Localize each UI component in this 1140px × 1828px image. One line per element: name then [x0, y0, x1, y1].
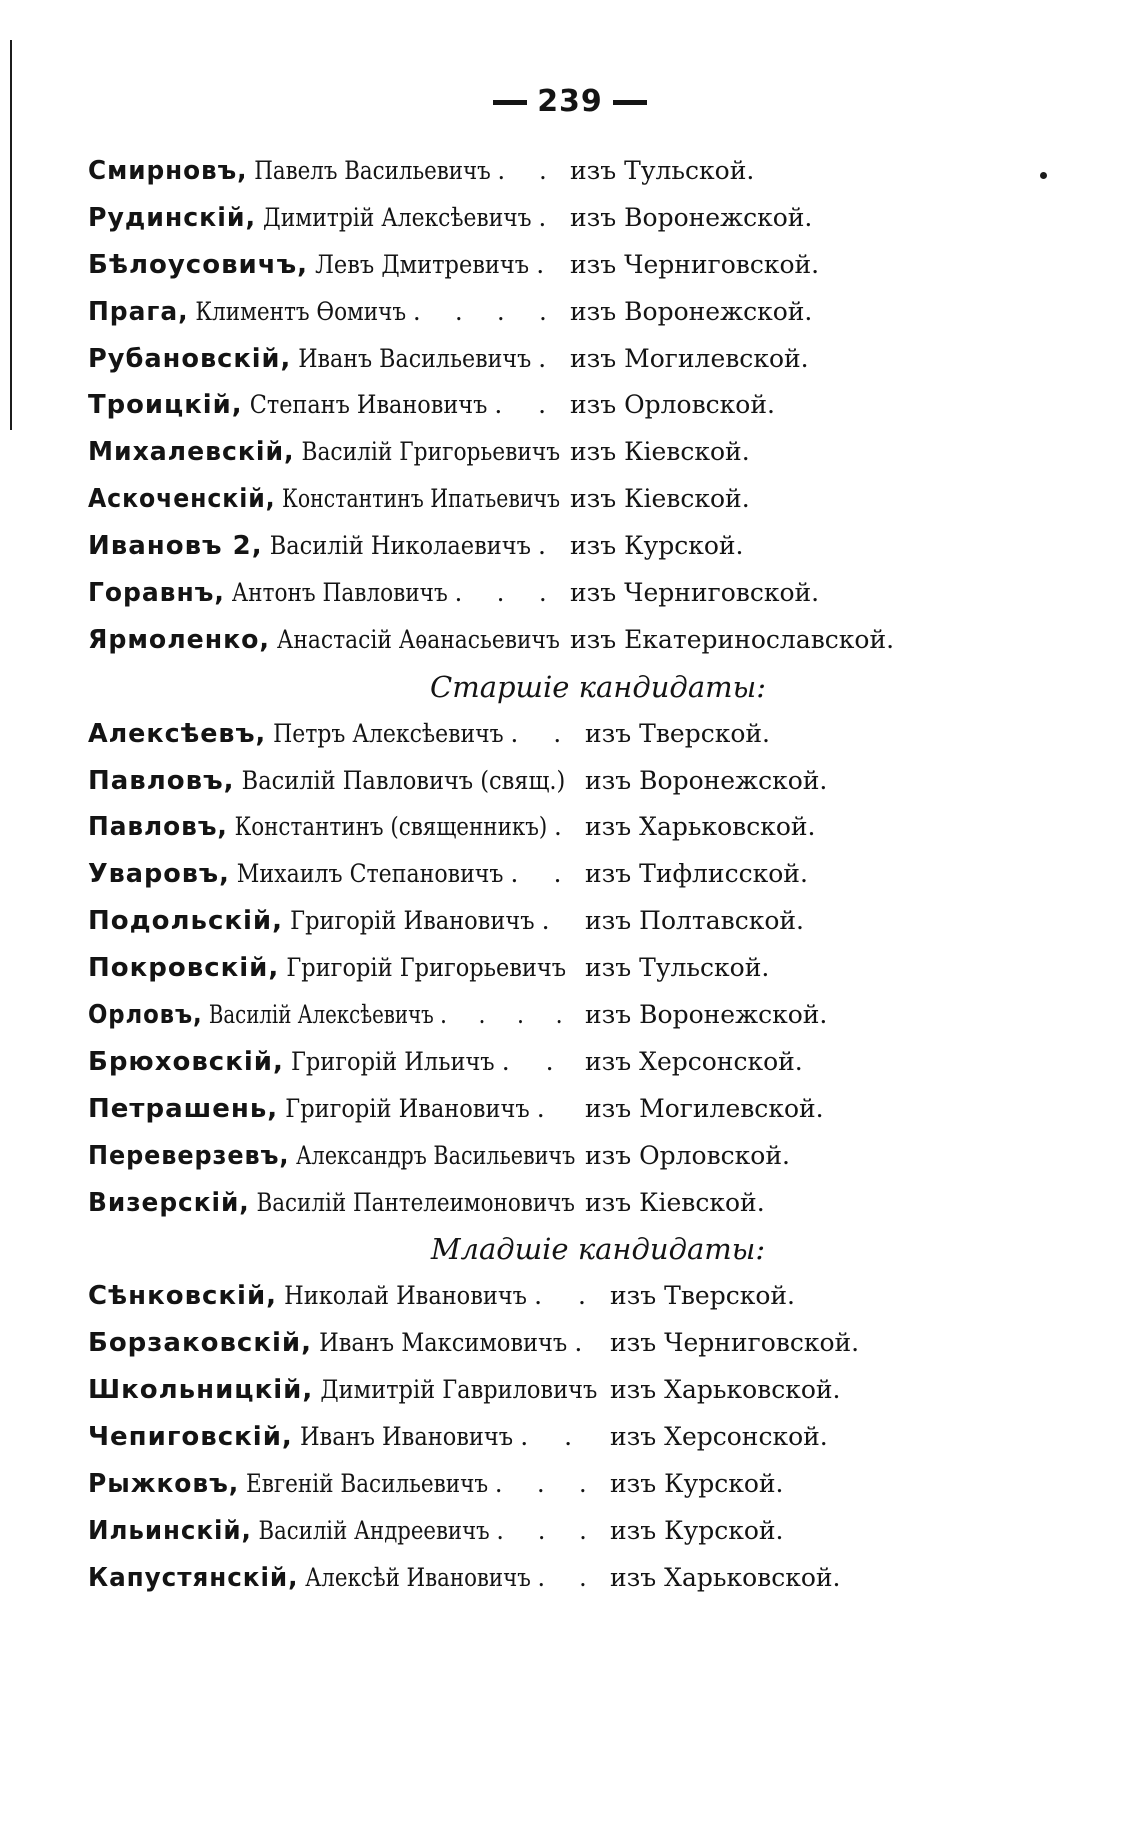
page-number: 239 — [537, 84, 603, 119]
list-item — [88, 523, 1048, 570]
surname: Капустянскій, — [88, 1562, 299, 1593]
print-speck — [1040, 172, 1047, 179]
origin-diocese: изъ Черниговской. — [570, 578, 820, 608]
list-item — [88, 992, 1048, 1039]
section-title: Старшіе кандидаты: — [430, 669, 766, 704]
surname: Рыжковъ, — [88, 1468, 240, 1499]
list-item — [88, 195, 1048, 242]
surname: Ильинскій, — [88, 1515, 252, 1546]
list-item — [88, 851, 1048, 898]
person-name — [88, 1508, 600, 1555]
surname: Смирновъ, — [88, 156, 248, 186]
origin-diocese: изъ Черниговской. — [570, 249, 820, 279]
list-item — [88, 1320, 1048, 1367]
surname: Покровскій, — [88, 953, 280, 984]
person-name — [88, 898, 564, 945]
list-item — [88, 1133, 1048, 1180]
leader-dots: . — [554, 812, 576, 842]
list-item — [88, 898, 1048, 945]
person-name — [88, 289, 560, 336]
given-name: Михаилъ Степановичъ — [229, 859, 511, 889]
list-item — [88, 289, 1048, 336]
origin-diocese: изъ Тульской. — [585, 953, 770, 983]
given-name: Константинъ Ипатьевичъ — [275, 484, 560, 514]
origin-diocese: изъ Курской. — [610, 1515, 784, 1545]
person-name — [88, 1367, 597, 1414]
surname: Горавнъ, — [88, 578, 225, 609]
person-name — [88, 1039, 568, 1086]
person-name — [88, 1086, 559, 1133]
origin-diocese: изъ Воронежской. — [570, 202, 813, 232]
list-item — [88, 758, 1048, 805]
person-name — [88, 382, 560, 429]
origin-diocese: изъ Воронежской. — [570, 296, 813, 326]
origin-diocese: изъ Воронежской. — [585, 1000, 828, 1030]
surname: Прага, — [88, 296, 189, 327]
surname: Бѣлоусовичъ, — [88, 249, 309, 280]
surname: Михалевскій, — [88, 437, 295, 468]
person-name — [88, 617, 560, 664]
list-item — [88, 617, 1048, 664]
surname: Сѣнковскій, — [88, 1281, 278, 1312]
surname: Чепиговскій, — [88, 1422, 293, 1453]
given-name: Григорій Ильичъ — [283, 1046, 502, 1076]
given-name: Алексѣй Ивановичъ — [298, 1562, 538, 1592]
name-list — [88, 148, 1048, 1602]
given-name: Александръ Васильевичъ — [289, 1140, 576, 1170]
origin-diocese: изъ Екатеринославской. — [570, 624, 895, 654]
leader-dots: . — [538, 202, 560, 232]
origin-diocese: изъ Воронежской. — [585, 765, 828, 795]
left-dash — [493, 100, 527, 105]
given-name: Николай Ивановичъ — [277, 1281, 535, 1311]
surname: Подольскій, — [88, 906, 284, 937]
list-item — [88, 1508, 1048, 1555]
person-name — [88, 851, 575, 898]
origin-diocese: изъ Орловской. — [570, 390, 775, 420]
surname: Визерскій, — [88, 1187, 250, 1218]
list-item — [88, 711, 1048, 758]
origin-diocese: изъ Могилевской. — [570, 343, 809, 373]
person-name — [88, 992, 575, 1039]
person-name — [88, 804, 575, 851]
list-item — [88, 1555, 1048, 1602]
origin-diocese: изъ Тверской. — [585, 718, 770, 748]
origin-diocese: изъ Тульской. — [570, 156, 755, 185]
given-name: Василій Григорьевичъ — [294, 437, 561, 467]
leader-dots: . . — [494, 390, 560, 420]
given-name: Петръ Алексѣевичъ — [266, 718, 511, 748]
origin-diocese: изъ Херсонской. — [585, 1046, 803, 1076]
person-name — [88, 1133, 575, 1180]
list-item — [88, 429, 1048, 476]
person-name — [88, 476, 560, 523]
person-name — [88, 429, 560, 476]
list-item — [88, 1414, 1048, 1461]
leader-dots: . . . — [454, 578, 561, 608]
given-name: Антонъ Павловичъ — [224, 578, 455, 608]
origin-diocese: изъ Кіевской. — [585, 1187, 765, 1217]
person-name — [88, 758, 565, 805]
surname: Ярмоленко, — [88, 624, 270, 655]
leader-dots: . . — [501, 1046, 568, 1076]
origin-diocese: изъ Херсонской. — [610, 1422, 828, 1452]
person-name — [88, 711, 575, 758]
surname: Ивановъ 2, — [88, 531, 263, 562]
person-name — [88, 570, 560, 617]
given-name: Евгеній Васильевичъ — [239, 1468, 495, 1498]
surname: Петрашень, — [88, 1093, 279, 1124]
origin-diocese: изъ Курской. — [570, 531, 744, 561]
given-name: Димитрій Алексѣевичъ — [256, 202, 539, 232]
list-item — [88, 1039, 1048, 1086]
page-number-header — [0, 84, 1140, 119]
list-item — [88, 382, 1048, 429]
list-item — [88, 1367, 1048, 1414]
list-item — [88, 1461, 1048, 1508]
leader-dots: . — [574, 1328, 597, 1358]
surname: Павловъ, — [88, 765, 235, 796]
given-name: Степанъ Ивановичъ — [242, 390, 495, 420]
given-name: Василій Алексѣевичъ — [202, 1000, 440, 1030]
origin-diocese: изъ Кіевской. — [570, 484, 750, 514]
given-name: Григорій Григорьевичъ — [279, 953, 567, 983]
given-name: Павелъ Васильевичъ — [247, 156, 498, 185]
surname: Рудинскій, — [88, 202, 257, 233]
right-dash — [613, 100, 647, 105]
person-name — [88, 1461, 600, 1508]
leader-dots: . . — [537, 1562, 600, 1592]
list-item — [88, 476, 1048, 523]
surname: Алексѣевъ, — [88, 718, 267, 749]
given-name: Левъ Дмитревичъ — [308, 249, 537, 279]
surname: Аскоченскій, — [88, 484, 276, 515]
origin-diocese: изъ Харьковской. — [585, 812, 816, 842]
surname: Троицкій, — [88, 390, 243, 421]
surname: Школьницкій, — [88, 1375, 314, 1406]
list-item — [88, 1273, 1048, 1320]
given-name: Климентъ Ѳомичъ — [188, 296, 413, 326]
person-name — [88, 242, 558, 289]
leader-dots: . — [541, 906, 564, 936]
origin-diocese: изъ Черниговской. — [610, 1328, 860, 1358]
given-name: Иванъ Васильевичъ — [291, 343, 539, 373]
given-name: Василій Павловичъ (свящ.) — [234, 765, 566, 795]
origin-diocese: изъ Тифлисской. — [585, 859, 808, 889]
leader-dots: . . — [510, 859, 576, 889]
given-name: Константинъ (священникъ) — [227, 812, 555, 842]
section-title: Младшіе кандидаты: — [430, 1232, 766, 1267]
person-name — [88, 148, 560, 195]
given-name: Василій Пантелеимоновичъ — [249, 1187, 575, 1217]
given-name: Иванъ Максимовичъ — [311, 1328, 575, 1358]
leader-dots: . . . — [496, 1515, 600, 1545]
surname: Борзаковскій, — [88, 1328, 312, 1359]
given-name: Григорій Ивановичъ — [278, 1093, 537, 1123]
leader-dots: . — [538, 343, 560, 373]
list-item — [88, 804, 1048, 851]
list-item — [88, 242, 1048, 289]
list-item — [88, 336, 1048, 383]
person-name — [88, 1555, 600, 1602]
leader-dots: . . — [534, 1281, 600, 1311]
list-item — [88, 570, 1048, 617]
person-name — [88, 195, 560, 242]
person-name — [88, 1273, 600, 1320]
leader-dots: . — [536, 249, 559, 279]
surname: Орловъ, — [88, 1000, 203, 1031]
leader-dots: . . . — [494, 1468, 601, 1498]
person-name — [88, 1180, 575, 1227]
leader-dots: . — [538, 531, 560, 561]
given-name: Василій Андреевичъ — [251, 1515, 497, 1545]
origin-diocese: изъ Полтавской. — [585, 906, 804, 936]
leader-dots: . . . . — [439, 1000, 575, 1030]
leader-dots: . . — [520, 1422, 587, 1452]
origin-diocese: изъ Могилевской. — [585, 1093, 824, 1123]
origin-diocese: изъ Орловской. — [585, 1140, 790, 1170]
leader-dots: . . — [497, 156, 561, 185]
list-item — [88, 945, 1048, 992]
surname: Павловъ, — [88, 812, 228, 843]
list-item — [88, 148, 1048, 195]
origin-diocese: изъ Харьковской. — [610, 1562, 841, 1592]
given-name: Иванъ Ивановичъ — [292, 1422, 521, 1452]
surname: Переверзевъ, — [88, 1140, 290, 1171]
given-name: Анастасій Аѳанасьевичъ — [269, 624, 560, 654]
person-name — [88, 945, 566, 992]
given-name: Василій Николаевичъ — [262, 531, 539, 561]
person-name — [88, 523, 560, 570]
person-name — [88, 336, 560, 383]
list-item — [88, 1180, 1048, 1227]
surname: Рубановскій, — [88, 343, 292, 374]
given-name: Григорій Ивановичъ — [283, 906, 542, 936]
origin-diocese: изъ Харьковской. — [610, 1375, 841, 1405]
surname: Уваровъ, — [88, 859, 230, 890]
leader-dots: . . — [510, 718, 575, 748]
origin-diocese: изъ Тверской. — [610, 1281, 795, 1311]
leader-dots: . . . . — [412, 296, 561, 326]
origin-diocese: изъ Курской. — [610, 1468, 784, 1498]
person-name — [88, 1414, 586, 1461]
list-item — [88, 1086, 1048, 1133]
person-name — [88, 1320, 596, 1367]
given-name: Димитрій Гавриловичъ — [313, 1375, 598, 1405]
leader-dots: . — [536, 1093, 559, 1123]
origin-diocese: изъ Кіевской. — [570, 437, 750, 467]
surname: Брюховскій, — [88, 1046, 284, 1077]
